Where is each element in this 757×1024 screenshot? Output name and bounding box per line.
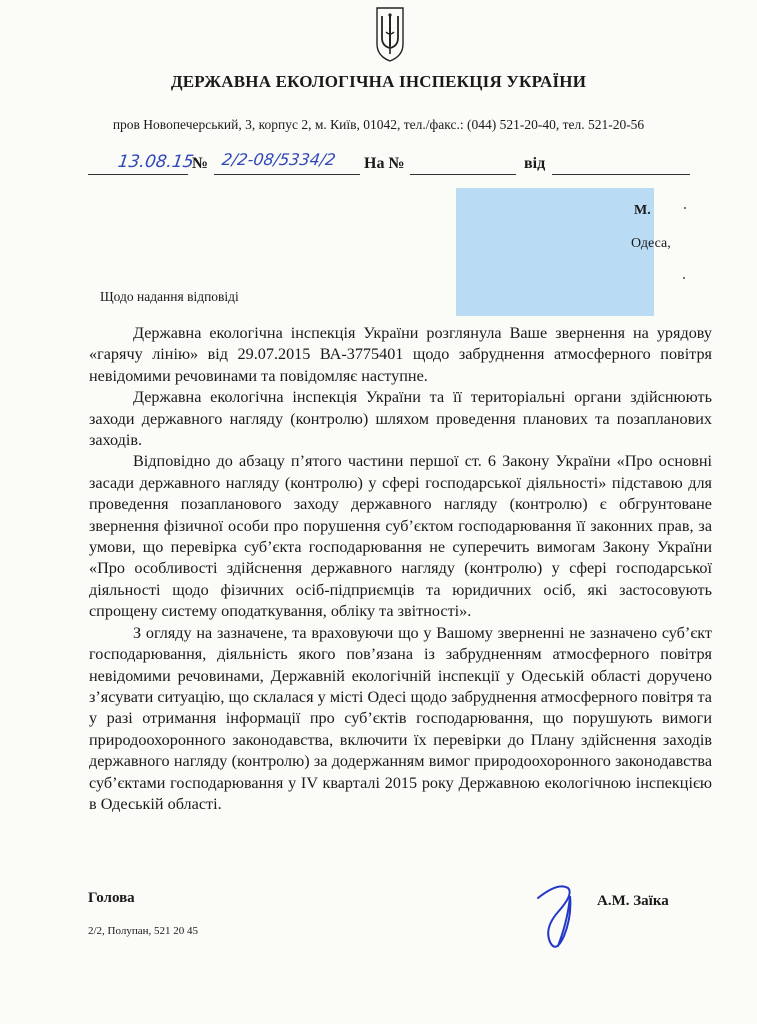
body-paragraph: Державна екологічна інспекція України розглянула Ваше звернення на урядову «гарячу лінію» від 29.07.2015 ВА-3775401 щодо забруднення атмосферного повітря невідомими речовинами та повідомляє наступне. — [89, 324, 712, 385]
signatory-name: А.М. Заїка — [597, 893, 669, 909]
organization-address: пров Новопечерський, 3, корпус 2, м. Київ, 01042, тел./факс.: (044) 521-20-40, тел. 521-20-56 — [112, 117, 645, 132]
reply-number-underline — [410, 174, 516, 175]
body-paragraph: З огляду на зазначене, та враховуючи що у Вашому зверненні не зазначено суб’єкт господарювання, діяльність якого пов’язана із забрудненням атмосферного повітря невідомими речовинами, Державній екологічній інспекції у Одеській області доручено з’ясувати ситуацію, що склалася у місті Одесі щодо забруднення атмосферного повітря та у разі отримання інформації про суб’єктів господарювання, що порушують вимоги природоохоронного законодавства, включити їх перевірки до Плану здійснення заходів державного нагляду (контролю) за додержанням вимог природоохоронного законодавства суб’єктами господарювання у IV кварталі 2015 року Державною екологічною інспекцією в Одеській області. — [89, 623, 712, 813]
handwritten-signature — [528, 876, 592, 958]
organization-name: ДЕРЖАВНА ЕКОЛОГІЧНА ІНСПЕКЦІЯ УКРАЇНИ — [170, 72, 587, 91]
redaction-box — [456, 188, 654, 316]
body-paragraph: Відповідно до абзацу п’ятого частини першої ст. 6 Закону України «Про основні засади державного нагляду (контролю) у сфері господарської діяльності» підставою для проведення позапланового заходу державного нагляду (контролю) є обгрунтоване звернення фізичної особи про порушення суб’єктом господарювання її законних прав, за умови, що перевірка суб’єкта господарювання не суперечить вимогам Закону України «Про особливості здійснення державного нагляду (контролю) у сфері господарської діяльності щодо фізичних осіб-підприємців та юридичних осіб, які застосовують спрощену систему оподаткування, обліку та звітності». — [89, 452, 712, 621]
from-underline — [552, 174, 690, 175]
reply-number-label: На № — [364, 155, 405, 172]
number-underline — [214, 174, 360, 175]
letter-body — [89, 323, 712, 815]
scan-speck — [683, 277, 685, 279]
trident-emblem-icon — [375, 6, 405, 62]
signatory-title: Голова — [88, 890, 135, 906]
registration-line — [88, 150, 698, 180]
letter-subject: Щодо надання відповіді — [100, 289, 239, 304]
number-label: № — [192, 155, 209, 172]
from-label: від — [524, 155, 546, 172]
handwritten-date: 13.08.15 — [116, 152, 196, 172]
date-underline — [88, 174, 188, 175]
scan-speck — [684, 207, 686, 209]
executor-note: 2/2, Полупан, 521 20 45 — [88, 925, 198, 937]
recipient-fragment-1: М. — [634, 203, 651, 218]
recipient-fragment-2: Одеса, — [631, 236, 671, 251]
body-paragraph: Державна екологічна інспекція України та її територіальні органи здійснюють заходи державного нагляду (контролю) шляхом проведення планових та позапланових заходів. — [89, 388, 712, 450]
handwritten-number: 2/2-08/5334/2 — [220, 150, 337, 169]
